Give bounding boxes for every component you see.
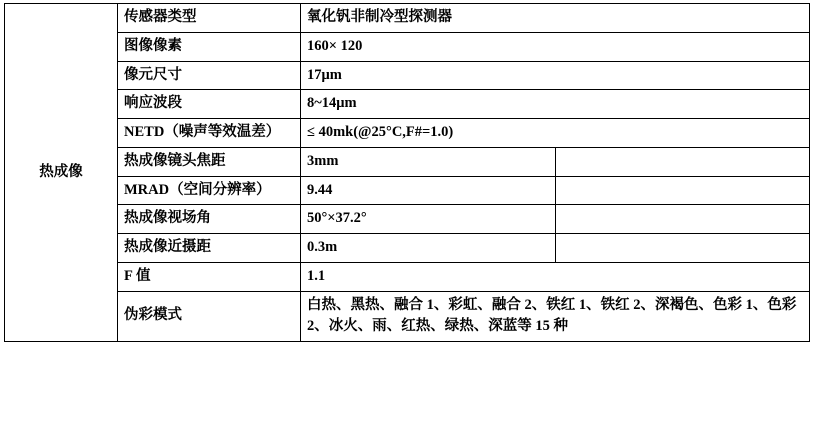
row-label: 热成像镜头焦距	[118, 147, 301, 176]
table-row	[5, 61, 810, 90]
table-row	[5, 4, 810, 33]
row-label: 传感器类型	[118, 4, 301, 33]
table-row	[5, 147, 810, 176]
table-row	[5, 205, 810, 234]
row-value: 160× 120	[301, 32, 810, 61]
row-label: MRAD（空间分辨率）	[118, 176, 301, 205]
category-cell: 热成像	[5, 4, 118, 342]
row-value: 3mm	[301, 147, 556, 176]
row-label: 热成像近摄距	[118, 234, 301, 263]
row-value: 氧化钒非制冷型探测器	[301, 4, 810, 33]
row-value: 0.3m	[301, 234, 556, 263]
table-row	[5, 234, 810, 263]
row-label: 伪彩模式	[118, 291, 301, 342]
row-value: 白热、黑热、融合 1、彩虹、融合 2、铁红 1、铁红 2、深褐色、色彩 1、色彩 2、冰火、雨、红热、绿热、深蓝等 15 种	[301, 291, 810, 342]
row-extra-cell	[555, 176, 810, 205]
row-value: ≤ 40mk(@25°C,F#=1.0)	[301, 119, 810, 148]
table-row	[5, 119, 810, 148]
row-label: NETD（噪声等效温差）	[118, 119, 301, 148]
table-row	[5, 90, 810, 119]
row-extra-cell	[555, 234, 810, 263]
row-label: 热成像视场角	[118, 205, 301, 234]
table-row	[5, 32, 810, 61]
row-label: 响应波段	[118, 90, 301, 119]
row-value: 17μm	[301, 61, 810, 90]
table-row	[5, 176, 810, 205]
row-extra-cell	[555, 205, 810, 234]
row-extra-cell	[555, 147, 810, 176]
thermal-imaging-spec-table	[4, 3, 810, 342]
table-row	[5, 291, 810, 342]
row-value: 50°×37.2°	[301, 205, 556, 234]
table-row	[5, 262, 810, 291]
row-label: F 值	[118, 262, 301, 291]
table-body	[5, 4, 810, 342]
row-label: 图像像素	[118, 32, 301, 61]
document-page	[0, 3, 814, 427]
row-value: 8~14μm	[301, 90, 810, 119]
row-value: 1.1	[301, 262, 810, 291]
row-label: 像元尺寸	[118, 61, 301, 90]
row-value: 9.44	[301, 176, 556, 205]
